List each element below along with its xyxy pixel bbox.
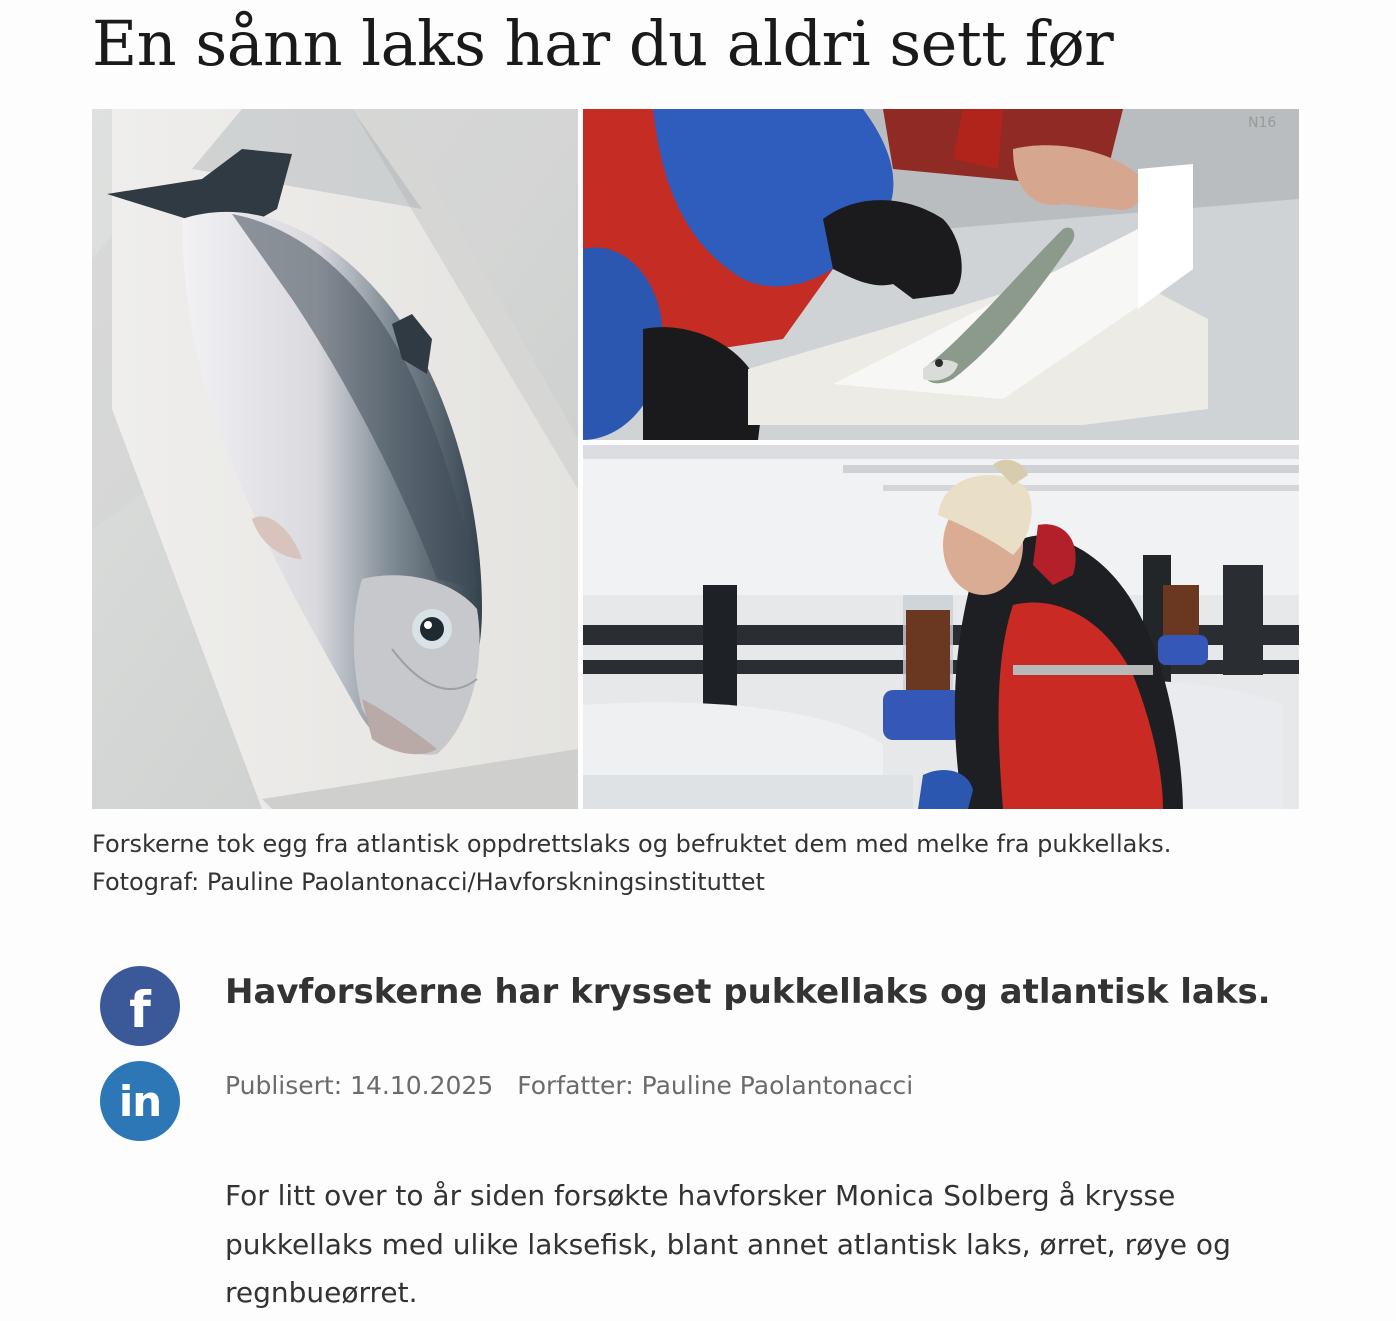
article-body-paragraph: For litt over to år siden forsøkte havforsker Monica Solberg å krysse pukkellaks med ulike laksefisk, blant annet atlantisk laks, ørret, røye og regnbueørret.: [225, 1179, 1231, 1309]
photo-researcher-at-tanks: [583, 445, 1299, 809]
photo-measuring-fish: [583, 109, 1299, 440]
article-meta: [225, 1068, 1225, 1104]
facebook-share-button[interactable]: [100, 966, 180, 1046]
tank-label: N16: [1248, 115, 1277, 131]
caption-text: Forskerne tok egg fra atlantisk oppdrettslaks og befruktet dem med melke fra pukkellaks.: [92, 830, 1172, 858]
author-name: Forfatter: Pauline Paolantonacci: [517, 1071, 914, 1100]
photo-credit: Fotograf: Pauline Paolantonacci/Havforskningsinstituttet: [92, 868, 765, 896]
image-caption: [92, 825, 1312, 901]
facebook-icon: f: [129, 981, 151, 1039]
linkedin-icon: in: [118, 1077, 162, 1126]
article-title: En sånn laks har du aldri sett før: [92, 7, 1114, 80]
photo-salmon-on-tray: [92, 109, 578, 809]
published-date: Publisert: 14.10.2025: [225, 1071, 494, 1100]
article-lead: Havforskerne har krysset pukkellaks og atlantisk laks.: [225, 972, 1271, 1012]
linkedin-share-button[interactable]: [100, 1061, 180, 1141]
